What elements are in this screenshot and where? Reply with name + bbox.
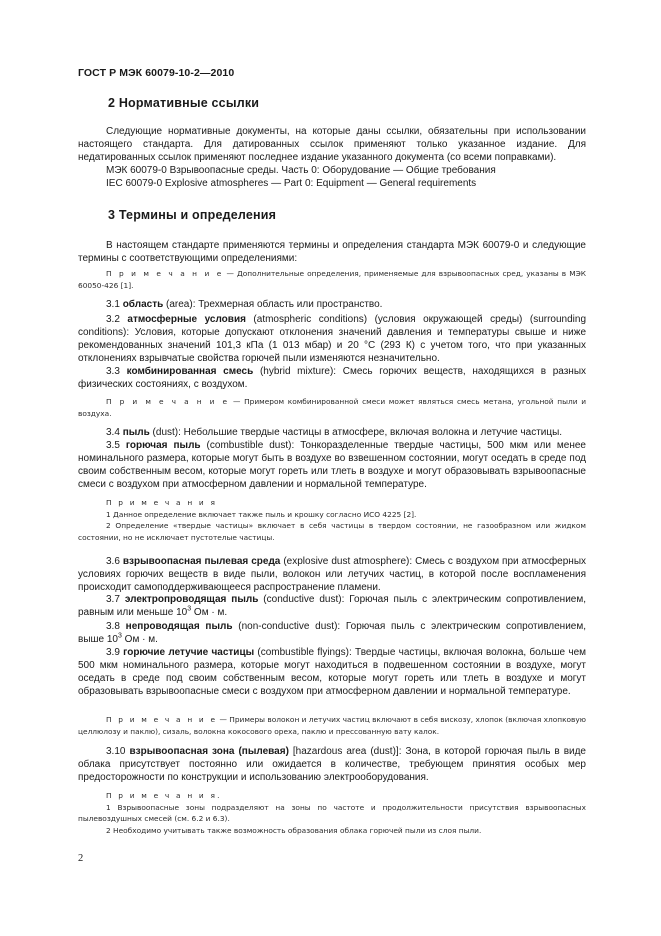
term-definition: (non-conductive dust): Горючая пыль с электрическим сопротивлением, выше 10 <box>78 621 586 645</box>
term-3-1 <box>78 298 586 311</box>
notes-3-5 <box>78 497 586 543</box>
note-text: — Дополнительные определения, применяемые для взрывоопасных сред, указаны в МЭК 60050-426 [1]. <box>78 269 586 290</box>
document-header: ГОСТ Р МЭК 60079-10-2—2010 <box>78 67 235 79</box>
notes-label: П р и м е ч а н и я. <box>106 791 222 800</box>
notes-label: П р и м е ч а н и я <box>106 498 218 507</box>
reference-mek: МЭК 60079-0 Взрывоопасные среды. Часть 0: Оборудование — Общие требования <box>106 165 496 176</box>
term-name: взрывоопасная зона (пылевая) <box>129 746 289 757</box>
note-2 <box>78 396 586 419</box>
term-unit: Ом · м. <box>121 634 158 645</box>
term-name: взрывоопасная пылевая среда <box>122 556 281 567</box>
exponent: 3 <box>118 632 122 640</box>
note-3-5-1: 1 Данное определение включает также пыль и крошку согласно ИСО 4225 [2]. <box>106 509 417 519</box>
section-3-intro <box>78 239 586 265</box>
section-2-title: 2 Нормативные ссылки <box>108 96 260 110</box>
term-number: 3.8 <box>106 621 120 632</box>
note-3-5-2: 2 Определение «твердые частицы» включает в себя частицы в твердом состоянии, не газообразном или жидком состоянии, но не исключает пустотелые частицы. <box>78 521 586 542</box>
term-number: 3.9 <box>106 647 120 658</box>
term-definition: (area): Трехмерная область или пространство. <box>163 299 383 310</box>
term-definition: (explosive dust atmosphere): Смесь с воздухом при атмосферных условиях горючих веществ в виде пыли, волокон или летучих частиц, в которой после воспламенения происходит самоподдерживающееся распространение пламени. <box>78 556 587 593</box>
term-definition: (conductive dust): Горючая пыль с электрическим сопротивлением, равным или меньше 10 <box>78 594 586 618</box>
term-definition: [hazardous area (dust)]: Зона, в которой горючая пыль в виде облака присутствует постоянно или ожидается в количестве, требующем принятия особых мер предосторожности по конструкции и использованию электрооборудования. <box>78 746 586 783</box>
note-1 <box>78 268 586 291</box>
term-3-6 <box>78 555 586 594</box>
term-3-5 <box>78 439 586 491</box>
note-label: П р и м е ч а н и е <box>106 269 224 278</box>
note-text: — Примеры волокон и летучих частиц включают в себя вискозу, хлопок (включая хлопковую целлюлозу и паклю), сизаль, волокна кокосового ореха, паклю и прессованную вату калок. <box>78 715 587 736</box>
term-number: 3.10 <box>106 746 126 757</box>
term-3-8 <box>78 620 586 646</box>
term-number: 3.4 <box>106 427 120 438</box>
notes-3-10 <box>78 790 586 836</box>
term-definition: (atmospheric conditions) (условия окружающей среды) (surrounding conditions): Условия, которые допускают отклонения значений давления и температуры свыше и ниже рекомендованных значений 101,3 кПа (1 013 мбар) и 20 °C (293 К) с учетом того, что при указанных отклонениях взрывчатые свойства горючей пыли изменяются незначительно. <box>78 314 587 364</box>
term-3-7 <box>78 593 586 619</box>
section-2-body <box>78 125 586 190</box>
term-name: пыль <box>122 427 150 438</box>
term-name: атмосферные условия <box>127 314 246 325</box>
page-number: 2 <box>78 853 84 864</box>
term-name: область <box>122 299 164 310</box>
term-name: электропроводящая пыль <box>124 594 259 605</box>
term-3-9 <box>78 646 586 698</box>
term-name: непроводящая пыль <box>125 621 233 632</box>
term-3-3 <box>78 365 586 391</box>
normative-refs-paragraph: Следующие нормативные документы, на которые даны ссылки, обязательны при использовании настоящего стандарта. Для датированных ссылок применяют только указанное издание. Для недатированных ссылок применяют последнее издание указанного документа (со всеми поправками). <box>78 126 586 163</box>
term-number: 3.1 <box>106 299 120 310</box>
term-number: 3.3 <box>106 366 120 377</box>
term-3-4 <box>78 426 586 439</box>
section-3-title: 3 Термины и определения <box>108 208 277 222</box>
term-3-10 <box>78 745 586 784</box>
term-definition: (dust): Небольшие твердые частицы в атмосфере, включая волокна и летучие частицы. <box>149 427 563 438</box>
note-label: П р и м е ч а н и е <box>106 715 218 724</box>
term-definition: (combustible dust): Тонкоразделенные твердые частицы, 500 мкм или менее номинального размера, которые могут быть в воздухе во взвешенном состоянии, могут оседать в среде под своим собственным весом, которые могут гореть или тлеть в воздухе и могут образовывать взрывоопасные смеси с воздухом при атмосферном давлении и нормальной температуре. <box>78 440 586 490</box>
term-name: горючая пыль <box>125 440 201 451</box>
note-label: П р и м е ч а н и е <box>106 397 230 406</box>
term-name: горючие летучие частицы <box>123 647 255 658</box>
term-number: 3.5 <box>106 440 120 451</box>
reference-iec: IEC 60079-0 Explosive atmospheres — Part 0: Equipment — General requirements <box>106 178 477 189</box>
note-3-10-2: 2 Необходимо учитывать также возможность образования облака горючей пыли из слоя пыли. <box>106 825 482 835</box>
terms-intro-paragraph: В настоящем стандарте применяются термины и определения стандарта МЭК 60079-0 и следующие термины с соответствующими определениями: <box>78 240 586 264</box>
term-definition: (hybrid mixture): Смесь горючих веществ, находящихся в разных физических состояниях, с воздухом. <box>78 366 587 390</box>
note-text: — Примером комбинированной смеси может являться смесь метана, угольной пыли и воздуха. <box>78 397 586 418</box>
term-3-2 <box>78 313 586 365</box>
term-number: 3.7 <box>106 594 120 605</box>
term-number: 3.2 <box>106 314 120 325</box>
term-definition: (combustible flyings): Твердые частицы, включая волокна, больше чем 500 мкм номинального размера, которые могут находиться в подвешенном состоянии в воздухе, могут оседать в среде под своим собственным весом, которые могут гореть или тлеть в воздухе и могут образовывать взрывоопасные смеси с воздухом при атмосферном давлении и нормальной температуре. <box>78 647 587 697</box>
term-name: комбинированная смесь <box>126 366 254 377</box>
note-3-10-1: 1 Взрывоопасные зоны подразделяют на зоны по частоте и продолжительности присутствия взрывоопасных пылевоздушных смесей (см. 6.2 и 6.3). <box>78 802 586 823</box>
exponent: 3 <box>187 605 192 613</box>
term-unit: Ом · м. <box>191 607 228 618</box>
term-number: 3.6 <box>106 556 120 567</box>
note-3-9 <box>78 714 586 737</box>
